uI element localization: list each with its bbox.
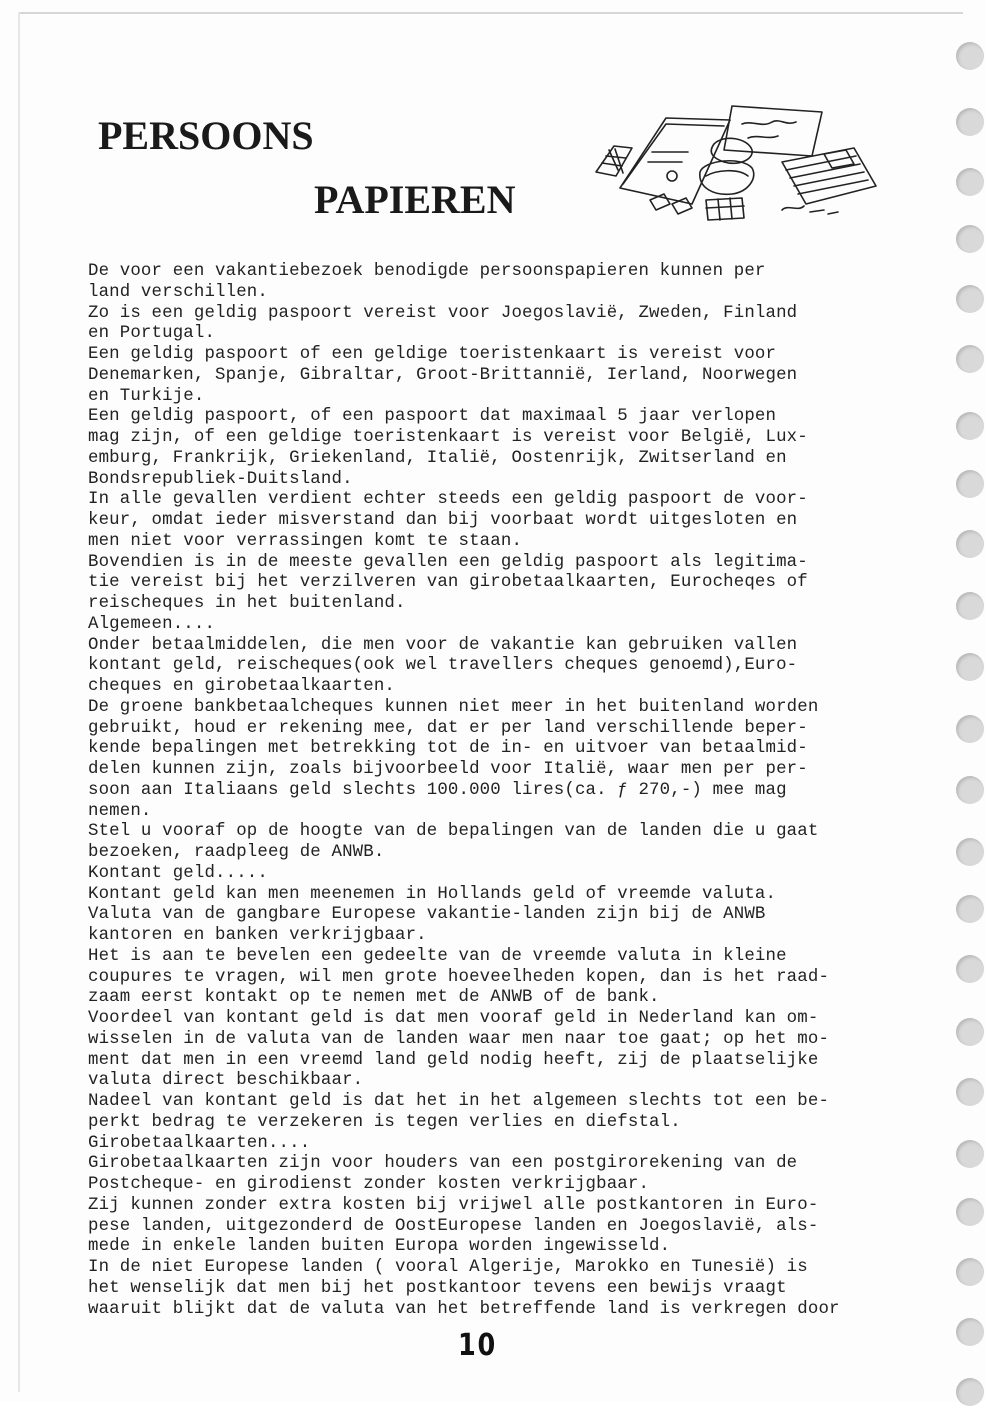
page-title-line-2: PAPIEREN <box>314 177 516 222</box>
text-line: mag zijn, of een geldige toeristenkaart is vereist voor België, Lux- <box>88 428 808 447</box>
text-line: delen kunnen zijn, zoals bijvoorbeeld voor Italië, waar men per per- <box>88 760 808 779</box>
text-line: De voor een vakantiebezoek benodigde persoonspapieren kunnen per <box>88 262 766 281</box>
binding-hole <box>956 1078 984 1106</box>
text-line: wisselen in de valuta van de landen waar men naar toe gaat; op het mo- <box>88 1029 830 1049</box>
binding-hole <box>956 592 984 620</box>
text-line: Valuta van de gangbare Europese vakantie-landen zijn bij de ANWB <box>88 905 766 925</box>
binding-hole <box>956 776 984 804</box>
text-line: Het is aan te bevelen een gedeelte van de vreemde valuta in kleine <box>88 946 787 966</box>
text-line: waaruit blijkt dat de valuta van het betreffende land is verkregen door <box>88 1299 840 1319</box>
text-line: kende bepalingen met betrekking tot de in- en uitvoer van betaalmid- <box>88 739 808 759</box>
text-line: In de niet Europese landen ( vooral Algerije, Marokko en Tunesië) is <box>88 1258 808 1277</box>
binding-hole <box>956 345 984 373</box>
text-line: Zo is een geldig paspoort vereist voor Joegoslavië, Zweden, Finland <box>88 303 798 323</box>
binding-hole <box>956 530 984 558</box>
text-line: Denemarken, Spanje, Gibraltar, Groot-Brittannië, Ierland, Noorwegen <box>88 365 798 385</box>
binding-hole <box>956 1318 984 1346</box>
page-top-edge <box>18 12 963 14</box>
text-line: valuta direct beschikbaar. <box>88 1071 364 1091</box>
text-line: en Turkije. <box>88 386 205 406</box>
binding-hole <box>956 955 984 983</box>
text-line: kantoren en banken verkrijgbaar. <box>88 926 427 945</box>
text-line: nemen. <box>88 801 152 821</box>
text-line: Een geldig paspoort, of een paspoort dat maximaal 5 jaar verlopen <box>88 407 777 427</box>
text-line: Nadeel van kontant geld is dat het in het algemeen slechts tot een be- <box>88 1092 830 1111</box>
binding-hole <box>956 108 984 136</box>
text-line: Postcheque- en girodienst zonder kosten verkrijgbaar. <box>88 1175 650 1194</box>
text-line: men niet voor verrassingen komt te staan. <box>88 531 523 551</box>
binding-hole <box>956 470 984 498</box>
text-line: Kontant geld..... <box>88 863 268 883</box>
text-line: zaam eerst kontakt op te nemen met de ANWB of de bank. <box>88 988 660 1008</box>
page-number: 10 <box>458 1328 497 1363</box>
binding-hole <box>956 412 984 440</box>
binding-hole <box>956 1140 984 1168</box>
binding-hole <box>956 285 984 313</box>
text-line: en Portugal. <box>88 324 216 344</box>
page-title-line-1: PERSOONS <box>98 113 314 158</box>
binding-hole <box>956 653 984 681</box>
text-line: het wenselijk dat men bij het postkantoor tevens een bewijs vraagt <box>88 1278 787 1298</box>
binding-hole <box>956 42 984 70</box>
text-line: In alle gevallen verdient echter steeds een geldig paspoort de voor- <box>88 490 808 510</box>
text-line: gebruikt, houd er rekening mee, dat er per land verschillende beper- <box>88 718 808 738</box>
binding-hole <box>956 1018 984 1046</box>
text-line: cheques en girobetaalkaarten. <box>88 677 395 696</box>
text-line: Stel u vooraf op de hoogte van de bepalingen van de landen die u gaat <box>88 822 819 842</box>
text-line: Onder betaalmiddelen, die men voor de vakantie kan gebruiken vallen <box>88 635 798 655</box>
body-text <box>88 262 956 1320</box>
text-line: Bovendien is in de meeste gevallen een geldig paspoort als legitima- <box>88 552 808 572</box>
binding-hole <box>956 225 984 253</box>
binding-hole <box>956 1198 984 1226</box>
text-line: De groene bankbetaalcheques kunnen niet meer in het buitenland worden <box>88 697 819 717</box>
text-line: tie vereist bij het verzilveren van girobetaalkaarten, Eurocheqes of <box>88 573 808 593</box>
binding-hole <box>956 715 984 743</box>
text-line: Girobetaalkaarten.... <box>88 1133 311 1153</box>
text-line: coupures te vragen, wil men grote hoeveelheden kopen, dan is het raad- <box>88 967 830 987</box>
text-line: kontant geld, reischeques(ook wel travellers cheques genoemd),Euro- <box>88 656 798 676</box>
page-left-edge <box>18 12 20 1392</box>
text-line: Bondsrepubliek-Duitsland. <box>88 469 353 489</box>
text-line: Algemeen.... <box>88 614 216 634</box>
text-line: Een geldig paspoort of een geldige toeristenkaart is vereist voor <box>88 345 777 364</box>
binding-hole <box>956 168 984 196</box>
text-line: emburg, Frankrijk, Griekenland, Italië, Oostenrijk, Zwitserland en <box>88 448 787 468</box>
text-line: land verschillen. <box>88 282 268 302</box>
text-line: perkt bedrag te verzekeren is tegen verlies en diefstal. <box>88 1112 681 1132</box>
text-line: Voordeel van kontant geld is dat men vooraf geld in Nederland kan om- <box>88 1009 819 1028</box>
text-line: Kontant geld kan men meenemen in Hollands geld of vreemde valuta. <box>88 884 777 904</box>
binding-hole <box>956 838 984 866</box>
text-line: soon aan Italiaans geld slechts 100.000 lires(ca. ƒ 270,-) mee mag <box>88 780 787 800</box>
documents-sketch-icon <box>592 100 892 230</box>
text-line: pese landen, uitgezonderd de OostEuropese landen en Joegoslavië, als- <box>88 1216 819 1236</box>
text-line: keur, omdat ieder misverstand dan bij voorbaat wordt uitgesloten en <box>88 511 798 530</box>
text-line: bezoeken, raadpleeg de ANWB. <box>88 843 385 862</box>
text-line: mede in enkele landen buiten Europa worden ingewisseld. <box>88 1237 671 1257</box>
text-line: reischeques in het buitenland. <box>88 594 406 613</box>
binding-hole <box>956 895 984 923</box>
text-line: ment dat men in een vreemd land geld nodig heeft, zij de plaatselijke <box>88 1050 819 1070</box>
binding-hole <box>956 1258 984 1286</box>
text-line: Zij kunnen zonder extra kosten bij vrijwel alle postkantoren in Euro- <box>88 1195 819 1215</box>
text-line: Girobetaalkaarten zijn voor houders van een postgirorekening van de <box>88 1154 798 1174</box>
